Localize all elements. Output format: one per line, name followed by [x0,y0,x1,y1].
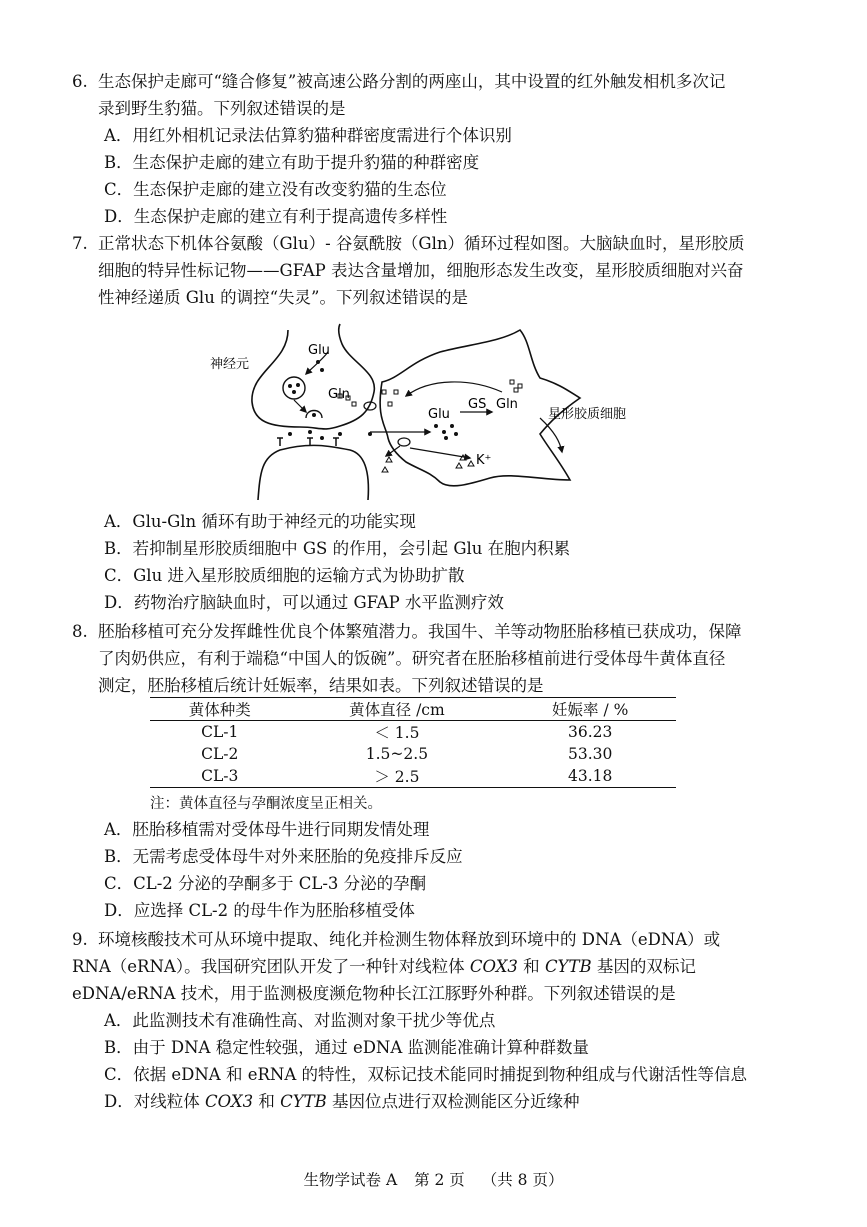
glu-gln-cycle-diagram [210,322,650,502]
question-6: 6. 生态保护走廊可“缝合修复”被高速公路分割的两座山，其中设置的红外触发相机多次记 录到野生豹猫。下列叙述错误的是 A．用红外相机记录法估算豹猫种群密度需进行个体识别 B．生态保护走廊的建立有助于提升豹猫的种群密度 C．生态保护走廊的建立没有改变豹猫的生态位 D．生态保护走廊的建立有利于提高遗传多样性 [72,68,792,230]
option-b: B．生态保护走廊的建立有助于提升豹猫的种群密度 [104,153,480,172]
question-7: 7. 正常状态下机体谷氨酸（Glu）- 谷氨酰胺（Gln）循环过程如图。大脑缺血时，星形胶质 细胞的特异性标记物——GFAP 表达含量增加，细胞形态发生改变，星形胶质细胞对兴奋 性神经递质 Glu 的调控“失灵”。下列叙述错误的是 [72,230,792,311]
table-header: 黄体直径 /cm [289,698,504,721]
neuron-label: 神经元 [210,357,250,372]
option-b: B．无需考虑受体母牛对外来胚胎的免疫排斥反应 [104,847,463,866]
option-c: C．生态保护走廊的建立没有改变豹猫的生态位 [104,180,447,199]
gs-enzyme-label: GS [468,397,487,412]
question-8-stem: 8. 胚胎移植可充分发挥雌性优良个体繁殖潜力。我国牛、羊等动物胚胎移植已获成功，保障 [72,618,792,645]
option-c: C．CL-2 分泌的孕酮多于 CL-3 分泌的孕酮 [104,874,427,893]
question-8: 8. 胚胎移植可充分发挥雌性优良个体繁殖潜力。我国牛、羊等动物胚胎移植已获成功，保障 了肉奶供应，有利于端稳“中国人的饭碗”。研究者在胚胎移植前进行受体母牛黄体直径 测定，胚胎移植后统计妊娠率，结果如表。下列叙述错误的是 [72,618,792,699]
potassium-ion-label: K⁺ [476,453,492,468]
page-footer [0,1168,867,1190]
question-6-stem: 6. 生态保护走廊可“缝合修复”被高速公路分割的两座山，其中设置的红外触发相机多次记 [72,68,792,95]
question-7-stem: 7. 正常状态下机体谷氨酸（Glu）- 谷氨酰胺（Gln）循环过程如图。大脑缺血时，星形胶质 [72,230,792,257]
question-9: 9. 环境核酸技术可从环境中提取、纯化并检测生物体释放到环境中的 DNA（eDNA）或 RNA（eRNA）。我国研究团队开发了一种针对线粒体 COX3 和 CYTB 基因的双标记 eDNA/eRNA 技术，用于监测极度濒危物种长江江豚野外种群。下列叙述错误的是 A．此监测技术有准确性高、对监测对象干扰少等优点 B．由于 DNA 稳定性较强，通过 eDNA 监测能准确计算种群数量 C．依据 eDNA 和 eRNA 的特性，双标记技术能同时捕捉到物种组成与代谢活性等信息 D．对线粒体 COX3 和 CYTB 基因位点进行双检测能区分近缘种 [72,926,792,1115]
page-total: （共 8 页） [481,1171,564,1189]
option-b: B．若抑制星形胶质细胞中 GS 的作用，会引起 Glu 在胞内积累 [104,539,571,558]
question-number: 8. [72,622,88,641]
astrocyte-label: 星形胶质细胞 [548,407,627,422]
question-number: 6. [72,72,88,91]
question-number: 9. [72,930,88,949]
paper-title: 生物学试卷 A [303,1171,398,1189]
gene-name: COX3 [469,957,518,976]
table-row: CL-1 ＜ 1.5 36.23 [201,723,613,742]
question-8-options [72,816,792,924]
vesicle [283,377,305,399]
gene-name: CYTB [280,1092,327,1111]
option-d: D．生态保护走廊的建立有利于提高遗传多样性 [104,207,448,226]
option-d: D．对线粒体 COX3 和 CYTB 基因位点进行双检测能区分近缘种 [104,1092,580,1111]
question-9-stem: 9. 环境核酸技术可从环境中提取、纯化并检测生物体释放到环境中的 DNA（eDNA）或 [72,926,792,953]
gene-name: COX3 [204,1092,254,1111]
glu-label: Glu [308,343,330,358]
question-7-options [72,508,792,616]
option-c: C．依据 eDNA 和 eRNA 的特性，双标记技术能同时捕捉到物种组成与代谢活性等信息 [104,1065,747,1084]
option-d: D．应选择 CL-2 的母牛作为胚胎移植受体 [104,901,415,920]
table-row: CL-2 1.5~2.5 53.30 [201,745,613,763]
glu-label: Glu [428,407,450,422]
corpus-luteum-table [150,697,676,788]
postsynaptic-neuron-outline [258,445,368,500]
table-header: 黄体种类 [150,698,289,721]
option-d: D．药物治疗脑缺血时，可以通过 GFAP 水平监测疗效 [104,593,504,612]
option-b: B．由于 DNA 稳定性较强，通过 eDNA 监测能准确计算种群数量 [104,1038,590,1057]
option-a: A．此监测技术有准确性高、对监测对象干扰少等优点 [104,1011,496,1030]
gln-label: Gln [328,387,350,402]
option-c: C．Glu 进入星形胶质细胞的运输方式为协助扩散 [104,566,465,585]
page-number: 第 2 页 [414,1171,465,1189]
gene-name: CYTB [544,957,592,976]
option-a: A．用红外相机记录法估算豹猫种群密度需进行个体识别 [104,126,512,145]
question-number: 7. [72,234,88,253]
table-note: 注：黄体直径与孕酮浓度呈正相关。 [150,796,382,812]
table-row: CL-3 ＞ 2.5 43.18 [150,765,676,788]
option-a: A．胚胎移植需对受体母牛进行同期发情处理 [104,820,430,839]
option-a: A．Glu-Gln 循环有助于神经元的功能实现 [104,512,416,531]
gln-label: Gln [496,397,518,412]
table-header: 妊娠率 / % [504,698,676,721]
